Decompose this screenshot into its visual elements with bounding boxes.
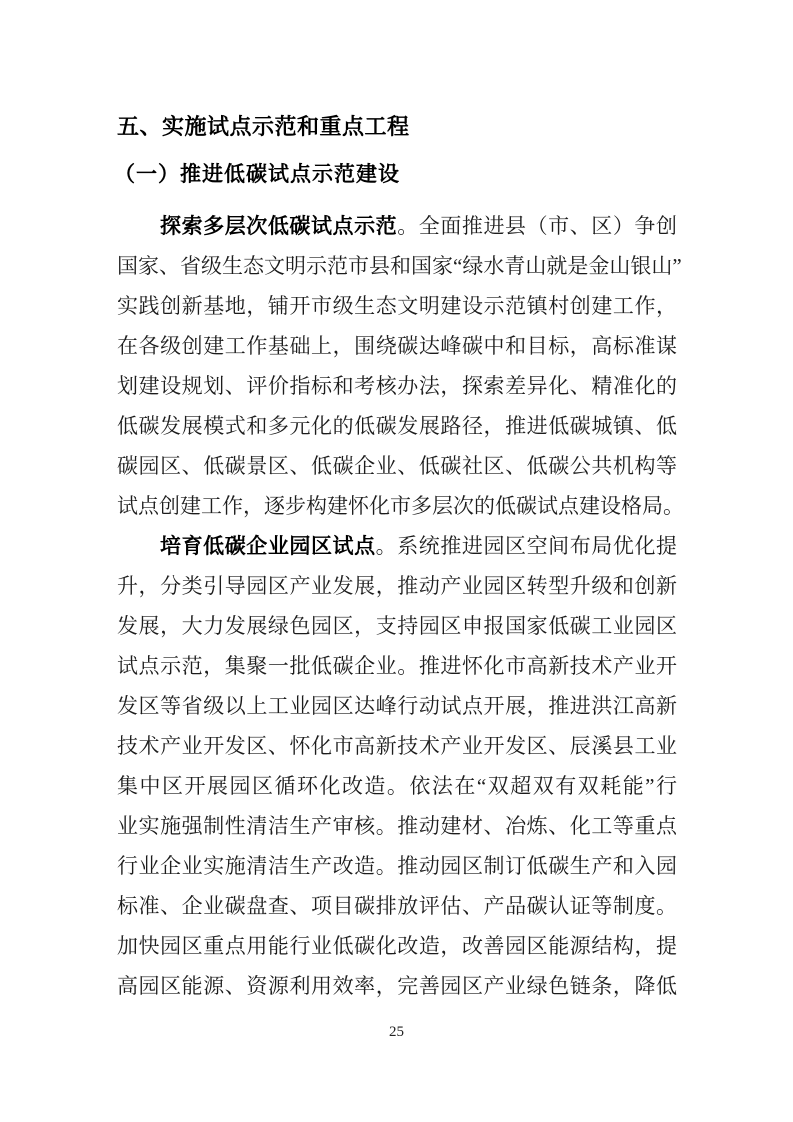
page-number: 25 <box>389 1024 404 1040</box>
body-line: 国家、省级生态文明示范市县和国家“绿水青山就是金山银山” <box>117 254 682 278</box>
body-line: 业实施强制性清洁生产审核。推动建材、冶炼、化工等重点 <box>117 814 677 838</box>
body-line: 发区等省级以上工业园区达峰行动试点开展，推进洪江高新 <box>117 694 677 718</box>
body-line: 标准、企业碳盘查、项目碳排放评估、产品碳认证等制度。 <box>117 894 677 918</box>
body-line: 技术产业开发区、怀化市高新技术产业开发区、辰溪县工业 <box>117 734 677 758</box>
paragraph-lead: 培育低碳企业园区试点 <box>160 535 376 558</box>
body-line: 低碳发展模式和多元化的低碳发展路径，推进低碳城镇、低 <box>117 414 677 438</box>
body-line: 实践创新基地，铺开市级生态文明建设示范镇村创建工作， <box>117 294 677 318</box>
body-line <box>117 526 677 566</box>
chapter-heading: 五、实施试点示范和重点工程 <box>117 114 410 139</box>
body-line: 试点创建工作，逐步构建怀化市多层次的低碳试点建设格局。 <box>117 494 684 518</box>
body-line-text: 。系统推进园区空间布局优化提 <box>375 534 678 558</box>
body-line: 加快园区重点用能行业低碳化改造，改善园区能源结构，提 <box>117 934 677 958</box>
body-text <box>117 206 684 1006</box>
body-line: 在各级创建工作基础上，围绕碳达峰碳中和目标，高标准谋 <box>117 334 677 358</box>
body-line: 碳园区、低碳景区、低碳企业、低碳社区、低碳公共机构等 <box>117 454 677 478</box>
body-line: 发展，大力发展绿色园区，支持园区申报国家低碳工业园区 <box>117 614 677 638</box>
body-line <box>117 206 677 246</box>
body-line: 划建设规划、评价指标和考核办法，探索差异化、精准化的 <box>117 374 677 398</box>
body-line: 试点示范，集聚一批低碳企业。推进怀化市高新技术产业开 <box>117 654 677 678</box>
body-line: 高园区能源、资源利用效率，完善园区产业绿色链条，降低 <box>117 974 677 998</box>
body-line: 行业企业实施清洁生产改造。推动园区制订低碳生产和入园 <box>117 854 677 878</box>
body-line-text: 。全面推进县（市、区）争创 <box>397 214 678 238</box>
section-heading: （一）推进低碳试点示范建设 <box>114 162 400 186</box>
body-line: 集中区开展园区循环化改造。依法在“双超双有双耗能”行 <box>117 774 677 798</box>
paragraph-lead: 探索多层次低碳试点示范 <box>160 215 398 238</box>
body-line: 升，分类引导园区产业发展，推动产业园区转型升级和创新 <box>117 574 677 598</box>
